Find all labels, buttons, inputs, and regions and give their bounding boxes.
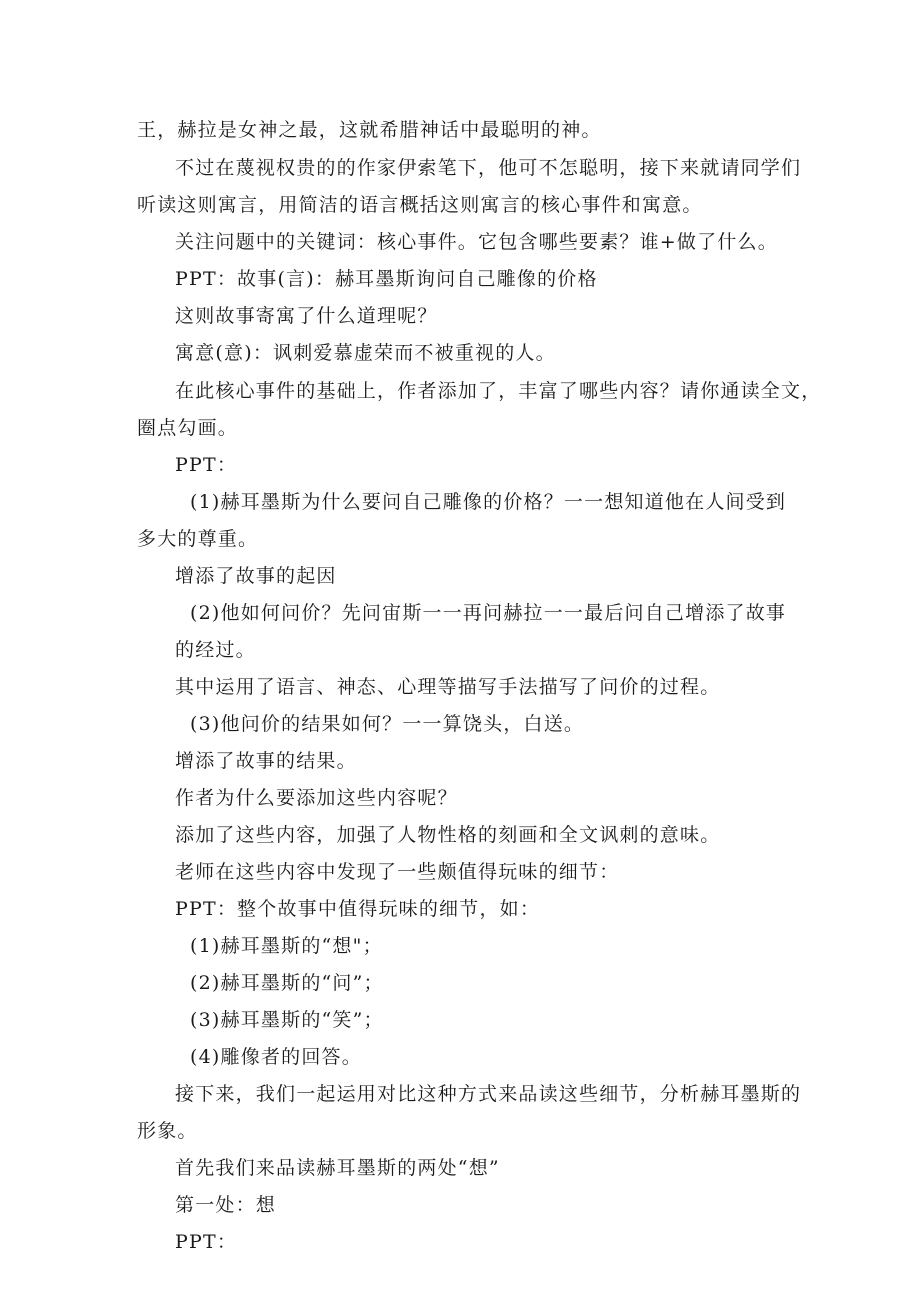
- text-line-8: 在此核心事件的基础上，作者添加了，丰富了哪些内容？请你通读全文，: [175, 380, 822, 402]
- text-line-20: 添加了这些内容，加强了人物性格的刻画和全文讽刺的意味。: [175, 824, 721, 846]
- text-line-16: 其中运用了语言、神态、心理等描写手法描写了问价的过程。: [175, 676, 721, 698]
- text-line-27: 接下来，我们一起运用对比这种方式来品读这些细节，分析赫耳墨斯的: [175, 1083, 802, 1105]
- text-line-17: (3)他问价的结果如何？一一算饶头，白送。: [190, 713, 585, 735]
- text-line-24: (2)赫耳墨斯的“问”；: [190, 972, 384, 994]
- text-line-4: 关注问题中的关键词：核心事件。它包含哪些要素？谁+做了什么。: [175, 231, 778, 253]
- text-line-26: (4)雕像者的回答。: [190, 1046, 362, 1068]
- text-line-9: 圈点勾画。: [137, 417, 239, 439]
- text-line-13: 增添了故事的起因: [175, 565, 337, 587]
- text-line-31: PPT：: [175, 1231, 238, 1253]
- text-line-12: 多大的尊重。: [137, 528, 259, 550]
- text-line-21: 老师在这些内容中发现了一些颇值得玩味的细节：: [175, 861, 620, 883]
- text-line-15: 的经过。: [175, 639, 256, 661]
- text-line-18: 增添了故事的结果。: [175, 750, 357, 772]
- text-line-28: 形象。: [137, 1120, 198, 1142]
- text-line-30: 第一处：想: [175, 1194, 277, 1216]
- text-line-5: PPT：故事(言)：赫耳墨斯询问自己雕像的价格: [175, 268, 598, 290]
- text-line-1: 王，赫拉是女神之最，这就希腊神话中最聪明的神。: [137, 119, 602, 141]
- text-line-10: PPT：: [175, 454, 238, 476]
- text-line-7: 寓意(意)：讽刺爱慕虚荣而不被重视的人。: [175, 342, 556, 364]
- text-line-6: 这则故事寄寓了什么道理呢？: [175, 305, 438, 327]
- text-line-14: (2)他如何问价？先问宙斯一一再问赫拉一一最后问自己增添了故事: [190, 602, 787, 624]
- text-line-11: (1)赫耳墨斯为什么要问自己雕像的价格？一一想知道他在人间受到: [190, 491, 787, 513]
- text-line-23: (1)赫耳墨斯的“想"；: [190, 935, 383, 957]
- text-line-2: 不过在蔑视权贵的的作家伊索笔下，他可不怎聪明，接下来就请同学们: [175, 157, 802, 179]
- text-line-19: 作者为什么要添加这些内容呢？: [175, 787, 458, 809]
- text-line-29: 首先我们来品读赫耳墨斯的两处“想”: [175, 1157, 500, 1179]
- text-line-22: PPT：整个故事中值得玩味的细节，如：: [175, 898, 541, 920]
- text-line-3: 听读这则寓言，用简洁的语言概括这则寓言的核心事件和寓意。: [137, 194, 703, 216]
- text-line-25: (3)赫耳墨斯的“笑”；: [190, 1009, 384, 1031]
